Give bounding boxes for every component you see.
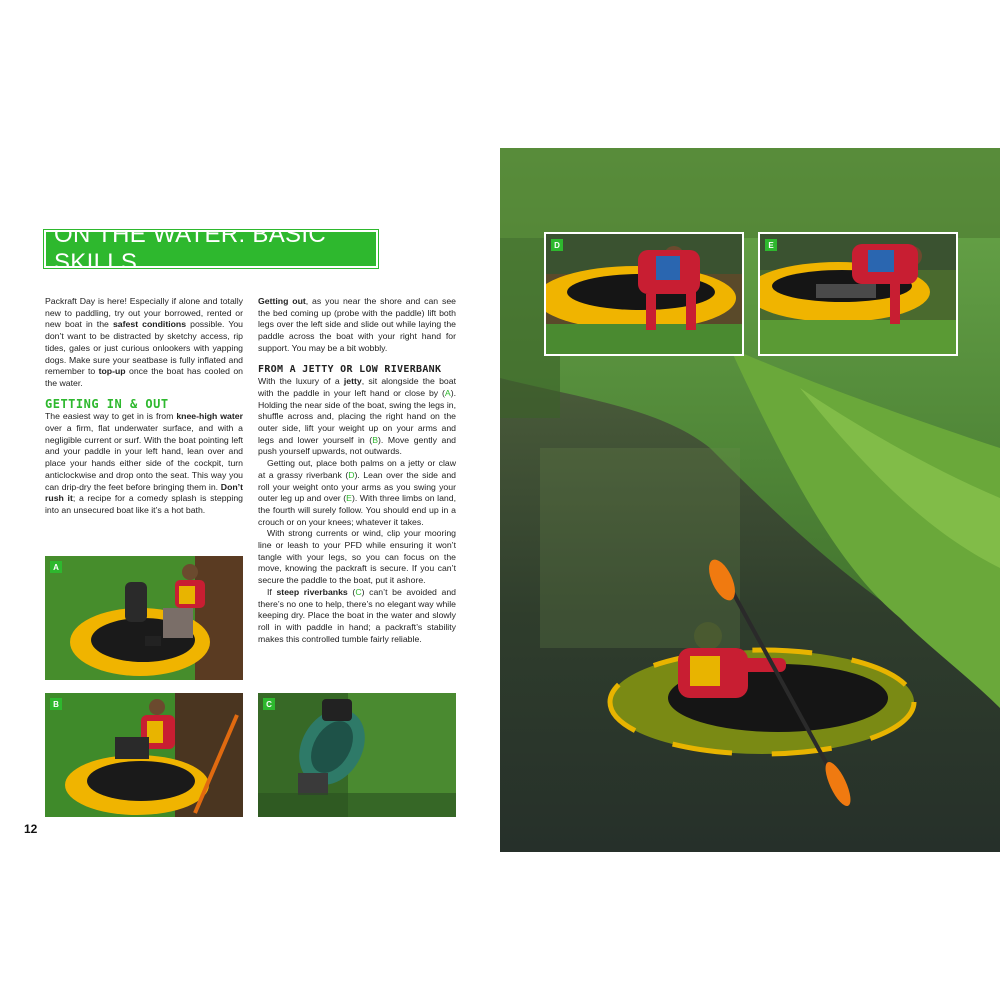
- getting-in-paragraph: The easiest way to get in is from knee-high water over a firm, flat underwater surface, and with a negligible current or surf. With the boat pointing left and your paddle in your left hand, lean over and place your hands either side of the cockpit, turn anticlockwise and drop onto the seat. This way you can drip-dry the feet before bringing them in. Don’t rush it; a recipe for a comedy splash is stepping into an unsecured boat like it’s a hot bath.: [45, 411, 243, 515]
- photo-a: [45, 556, 243, 680]
- intro-paragraph: Packraft Day is here! Especially if alone and totally new to paddling, try out your borrowed, rented or new boat in the safest conditions possible. You don’t want to be distracted by sketchy access, rip tides, gales or just curious onlookers with yapping dogs. Make sure your seatbase is fully inflated and remember to top-up once the boat has cooled on the water.: [45, 296, 244, 388]
- steep-banks-paragraph: If steep riverbanks (C) can’t be avoided and there’s no one to help, there’s no elegant way while keeping dry. Place the boat in the water and slowly roll in with paddle in hand; a packraft’s stability makes this controlled tumble fairly reliable.: [258, 586, 456, 644]
- photo-label-c: C: [263, 698, 275, 710]
- currents-paragraph: With strong currents or wind, clip your mooring line or leash to your PFD while ensuring it won’t tangle with your legs, so you can focus on the move, knowing the packraft is secure. If you can’t secure the paddle to the boat, put it ashore.: [258, 528, 456, 586]
- section-banner: ON THE WATER: BASIC SKILLS: [44, 230, 378, 268]
- photo-b-image: [45, 693, 243, 817]
- page-number: 12: [24, 822, 38, 836]
- heading-jetty: FROM A JETTY OR LOW RIVERBANK: [258, 363, 442, 375]
- photo-e: [758, 232, 958, 356]
- heading-getting-in-out: GETTING IN & OUT: [45, 396, 169, 411]
- photo-a-image: [45, 556, 243, 680]
- photo-label-a: A: [50, 561, 62, 573]
- getting-out-jetty-paragraph: Getting out, place both palms on a jetty or claw at a grassy riverbank (D). Lean over the side and roll your weight onto your arms as you swing your outer leg up and over (E). With three limbs on land, the fourth will surely follow. You should end up in a crouch or on your knees; whatever it takes.: [258, 458, 456, 527]
- text-column-2: [258, 296, 456, 645]
- text-column-1: [45, 296, 243, 517]
- photo-c: [258, 693, 456, 817]
- getting-out-paragraph: Getting out, as you near the shore and can see the bed coming up (probe with the paddle) lift both legs over the left side and slide out while laying the paddle across the boat with your right hand for support. You may be a bit wobbly.: [258, 296, 456, 353]
- photo-label-b: B: [50, 698, 62, 710]
- jetty-paragraph: With the luxury of a jetty, sit alongside the boat with the paddle in your left hand or close by (A). Holding the near side of the boat, swing the legs in, shuffle across and, placing the right hand on the outer side, lift your weight up on your arms and legs and lower yourself in (B). Move gently and push yourself upwards, not outwards.: [258, 376, 456, 457]
- photo-d-image: [546, 234, 742, 354]
- main-photo: [500, 148, 1000, 852]
- photo-label-d: D: [551, 239, 563, 251]
- photo-b: [45, 693, 243, 817]
- photo-e-image: [760, 234, 956, 354]
- photo-c-image: [258, 693, 456, 817]
- photo-d: [544, 232, 744, 356]
- photo-label-e: E: [765, 239, 777, 251]
